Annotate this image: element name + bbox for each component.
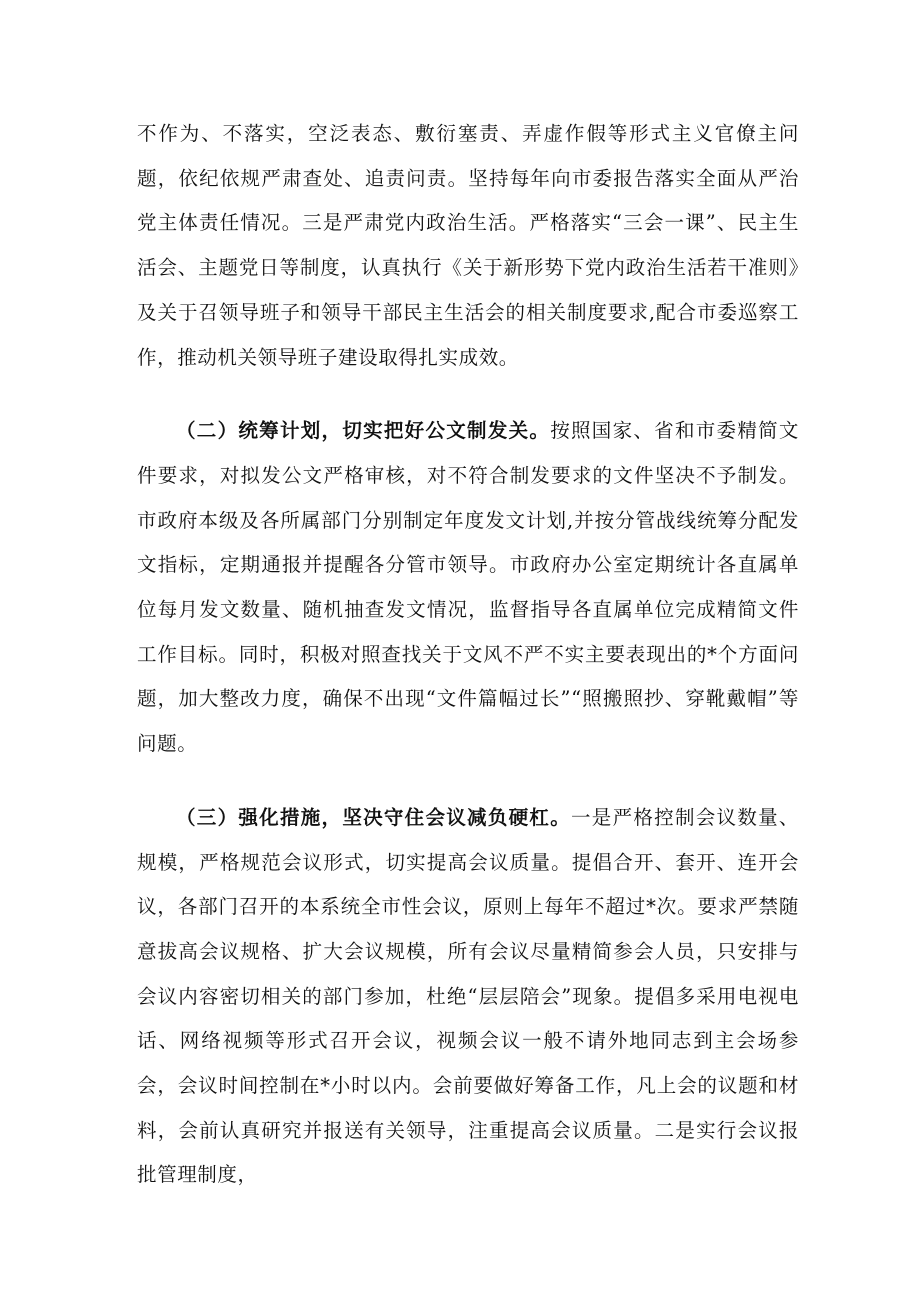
paragraph-2-heading: （二）统筹计划，切实把好公文制发关。: [176, 419, 551, 443]
paragraph-3: [137, 796, 799, 1198]
paragraph-1: [137, 112, 799, 380]
paragraph-2-text: 按照国家、省和市委精简文件要求，对拟发公文严格审核，对不符合制发要求的文件坚决不予制发。市政府本级及各所属部门分别制定年度发文计划,并按分管战线统筹分配发文指标，定期通报并提醒各分管市领导。市政府办公室定期统计各直属单位每月发文数量、随机抽查发文情况，监督指导各直属单位完成精简文件工作目标。同时，积极对照查找关于文风不严不实主要表现出的*个方面问题，加大整改力度，确保不出现“文件篇幅过长”“照搬照抄、穿靴戴帽”等问题。: [137, 419, 799, 756]
paragraph-3-text: 一是严格控制会议数量、规模，严格规范会议形式，切实提高会议质量。提倡合开、套开、连开会议，各部门召开的本系统全市性会议，原则上每年不超过*次。要求严禁随意拔高会议规格、扩大会议规模，所有会议尽量精简参会人员，只安排与会议内容密切相关的部门参加，杜绝“层层陪会”现象。提倡多采用电视电话、网络视频等形式召开会议，视频会议一般不请外地同志到主会场参会，会议时间控制在*小时以内。会前要做好筹备工作，凡上会的议题和材料，会前认真研究并报送有关领导，注重提高会议质量。二是实行会议报批管理制度，: [137, 805, 799, 1187]
paragraph-3-heading: （三）强化措施，坚决守住会议减负硬杠。: [176, 805, 571, 829]
document-body: [137, 112, 799, 1198]
paragraph-2: [137, 409, 799, 767]
paragraph-1-text: 不作为、不落实，空泛表态、敷衍塞责、弄虚作假等形式主义官僚主问题，依纪依规严肃查处、追责问责。坚持每年向市委报告落实全面从严治党主体责任情况。三是严肃党内政治生活。严格落实“三会一课”、民主生活会、主题党日等制度，认真执行《关于新形势下党内政治生活若干准则》及关于召领导班子和领导干部民主生活会的相关制度要求,配合市委巡察工作，推动机关领导班子建设取得扎实成效。: [137, 122, 799, 369]
